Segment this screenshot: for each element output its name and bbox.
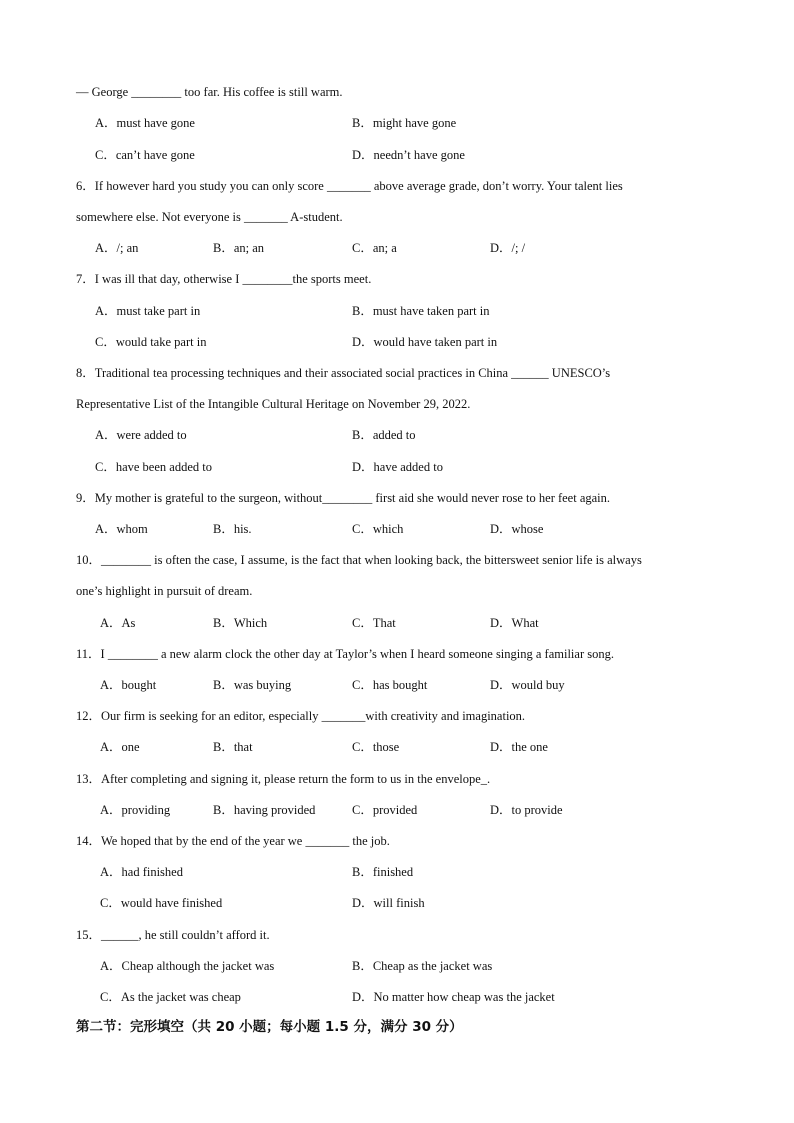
- option-d: D．would have taken part in: [352, 335, 498, 349]
- question-14-stem: 14．We hoped that by the end of the year we _______ the job.: [76, 834, 390, 848]
- question-9-stem: 9．My mother is grateful to the surgeon, without________ first aid she would never rose to her feet again.: [76, 491, 611, 505]
- option-c: C．would take part in: [95, 335, 207, 349]
- option-c: C．can’t have gone: [95, 148, 195, 162]
- option-b: B．having provided: [213, 803, 316, 817]
- option-b: B．finished: [352, 865, 414, 879]
- option-d: D．would buy: [490, 678, 565, 692]
- option-c: C．has bought: [352, 678, 428, 692]
- option-b: B．that: [213, 740, 253, 754]
- option-b: B．an; an: [213, 241, 265, 255]
- option-a: A．whom: [95, 522, 148, 536]
- option-c: C．have been added to: [95, 460, 212, 474]
- option-a: A．must take part in: [95, 304, 201, 318]
- question-10-stem-cont: one’s highlight in pursuit of dream.: [76, 584, 253, 598]
- question-12-stem: 12．Our firm is seeking for an editor, especially _______with creativity and imagination.: [76, 709, 526, 723]
- option-b: B．might have gone: [352, 116, 457, 130]
- section-heading: 第二节：完形填空（共 20 小题；每小题 1.5 分，满分 30 分）: [76, 1019, 463, 1035]
- question-stem: — George ________ too far. His coffee is still warm.: [76, 85, 343, 99]
- option-b: B．Which: [213, 616, 268, 630]
- option-a: A．Cheap although the jacket was: [100, 959, 275, 973]
- option-c: C．an; a: [352, 241, 397, 255]
- option-a: A．As: [100, 616, 136, 630]
- option-d: D．the one: [490, 740, 548, 754]
- question-13-stem: 13．After completing and signing it, please return the form to us in the envelope_.: [76, 772, 491, 786]
- option-a: A．/; an: [95, 241, 139, 255]
- question-6-stem: 6．If however hard you study you can only score _______ above average grade, don’t worry. Your talent lies: [76, 179, 623, 193]
- option-b: B．his.: [213, 522, 252, 536]
- option-b: B．added to: [352, 428, 416, 442]
- option-b: B．Cheap as the jacket was: [352, 959, 493, 973]
- question-11-stem: 11．I ________ a new alarm clock the other day at Taylor’s when I heard someone singing a familiar song.: [76, 647, 614, 661]
- option-c: C．which: [352, 522, 404, 536]
- option-b: B．was buying: [213, 678, 292, 692]
- question-8-stem: 8．Traditional tea processing techniques and their associated social practices in China ______ UNESCO’s: [76, 366, 611, 380]
- option-c: C．As the jacket was cheap: [100, 990, 241, 1004]
- option-d: D．needn’t have gone: [352, 148, 465, 162]
- option-b: B．must have taken part in: [352, 304, 490, 318]
- option-a: A．must have gone: [95, 116, 195, 130]
- option-d: D．No matter how cheap was the jacket: [352, 990, 555, 1004]
- option-d: D．have added to: [352, 460, 443, 474]
- option-d: D．/; /: [490, 241, 526, 255]
- question-8-stem-cont: Representative List of the Intangible Cultural Heritage on November 29, 2022.: [76, 397, 471, 411]
- option-d: D．to provide: [490, 803, 563, 817]
- option-d: D．will finish: [352, 896, 425, 910]
- option-c: C．provided: [352, 803, 418, 817]
- option-a: A．were added to: [95, 428, 187, 442]
- question-10-stem: 10．________ is often the case, I assume, is the fact that when looking back, the bittersweet senior life is always: [76, 553, 642, 567]
- question-15-stem: 15．______, he still couldn’t afford it.: [76, 928, 270, 942]
- question-7-stem: 7．I was ill that day, otherwise I ________the sports meet.: [76, 272, 372, 286]
- option-a: A．providing: [100, 803, 171, 817]
- option-a: A．bought: [100, 678, 157, 692]
- option-c: C．That: [352, 616, 396, 630]
- option-d: D．whose: [490, 522, 544, 536]
- option-a: A．one: [100, 740, 140, 754]
- option-d: D．What: [490, 616, 539, 630]
- option-c: C．would have finished: [100, 896, 223, 910]
- option-c: C．those: [352, 740, 400, 754]
- question-6-stem-cont: somewhere else. Not everyone is _______ A-student.: [76, 210, 343, 224]
- option-a: A．had finished: [100, 865, 183, 879]
